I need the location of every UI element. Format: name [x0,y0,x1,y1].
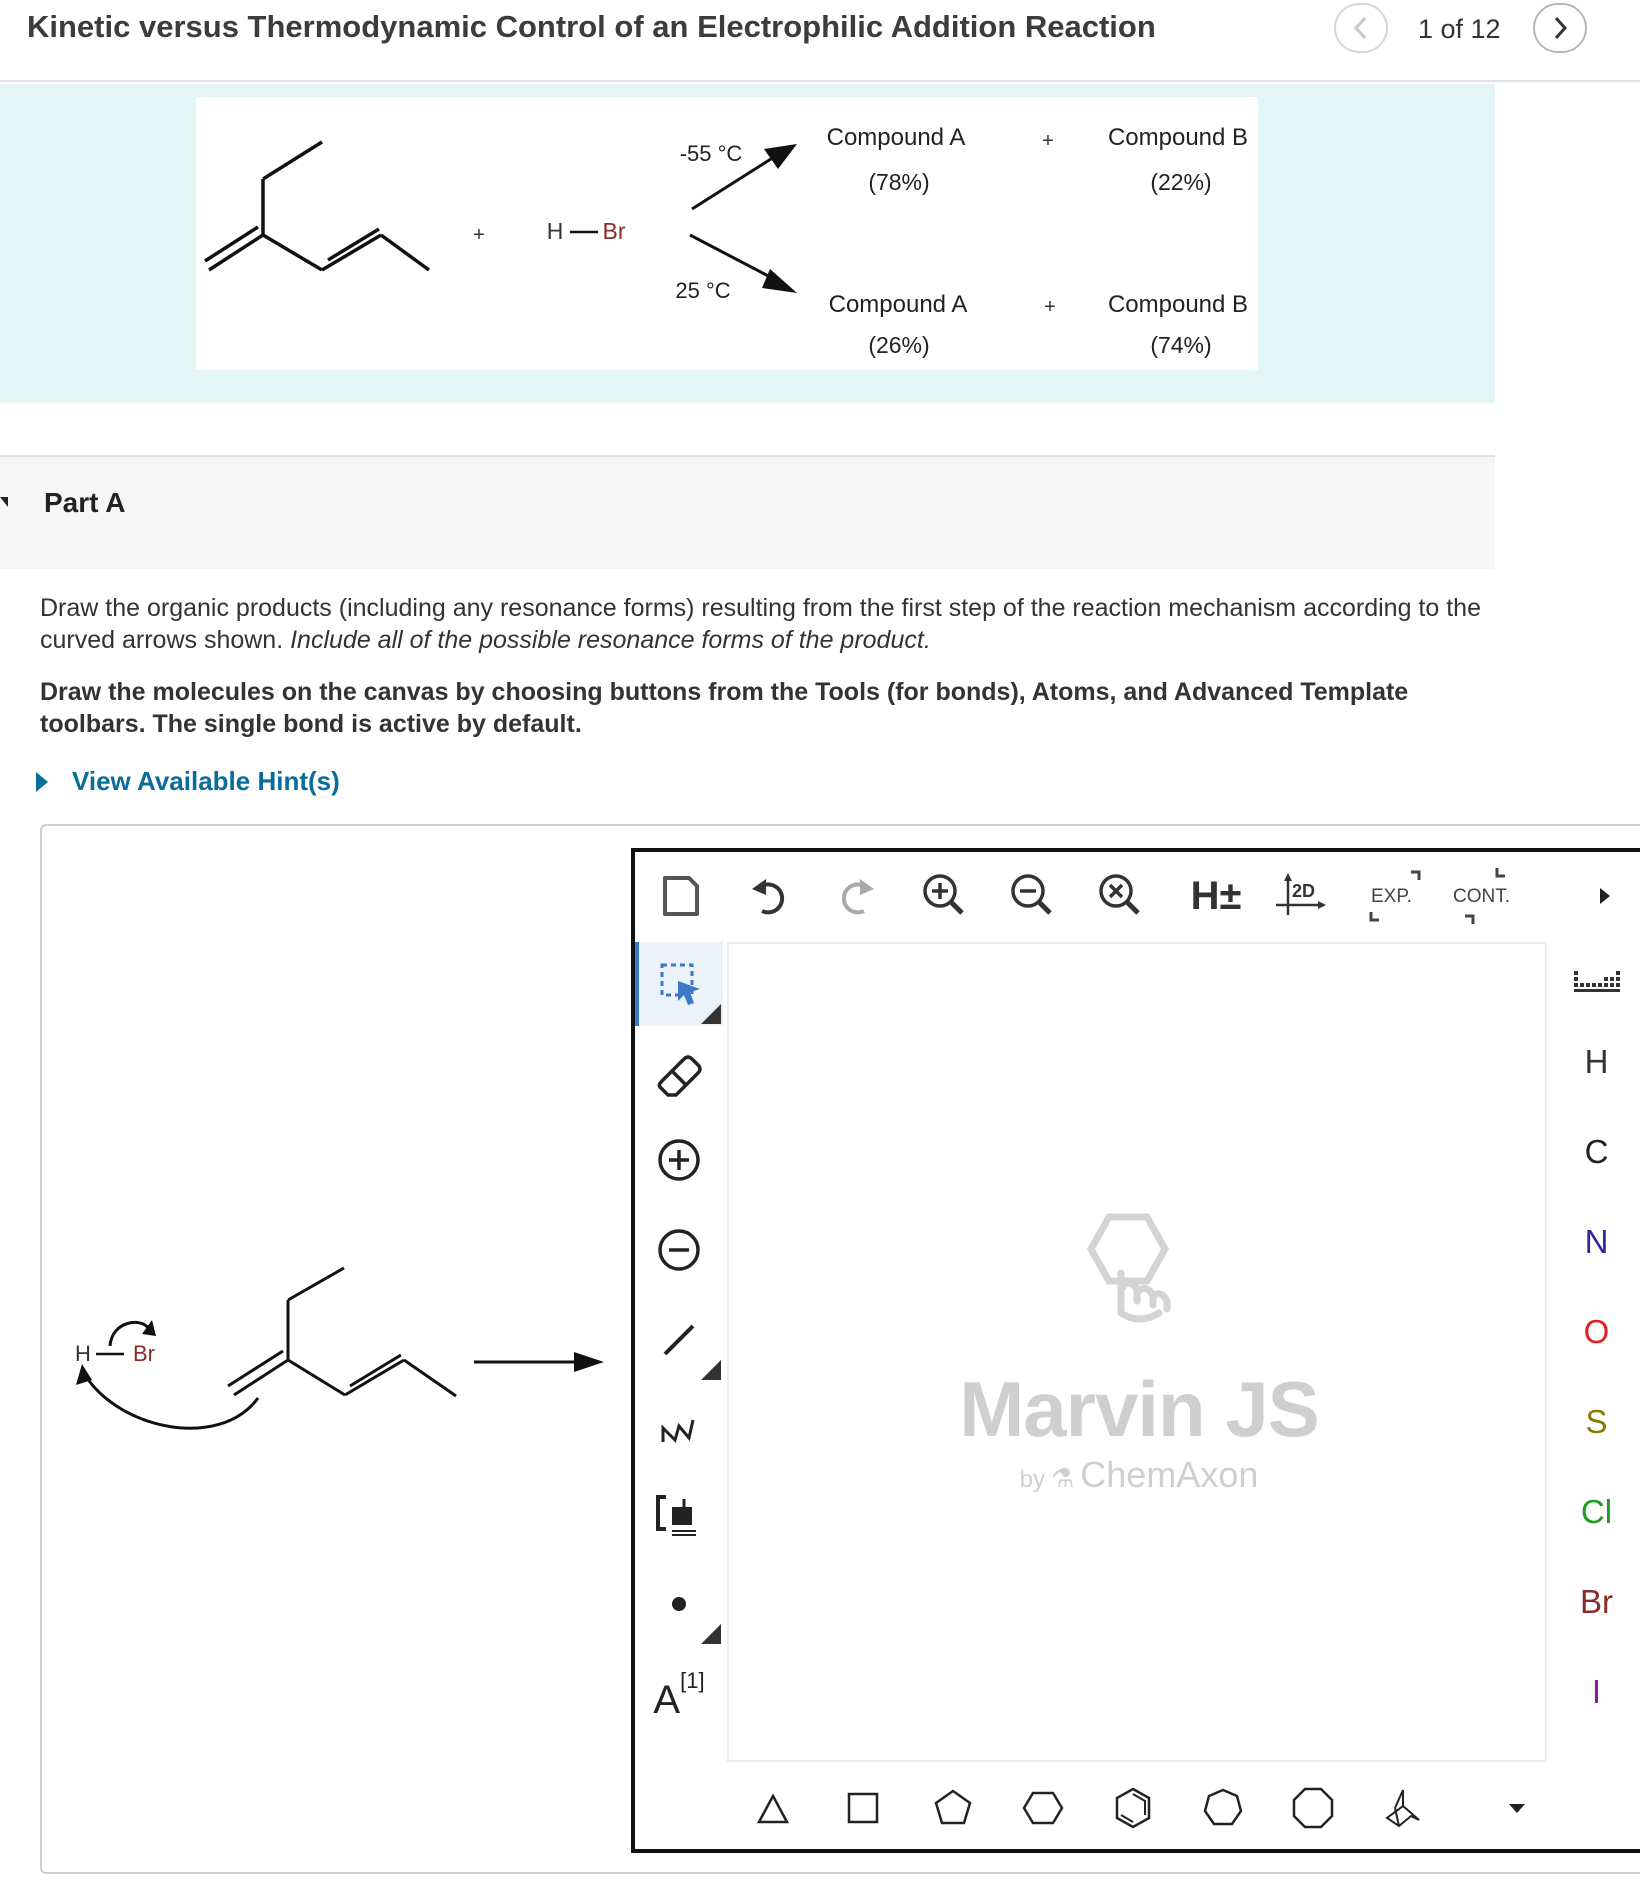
contract-group-icon [1447,866,1523,926]
eraser-icon [654,1049,704,1099]
instructions-emphasis: Include all of the possible resonance forms of the product. [290,626,931,654]
low-compound-a: Compound A [826,124,966,151]
periodic-table-button[interactable] [1547,942,1640,1022]
plus-sign: + [1042,130,1054,152]
instructions-toolbar-note: Draw the molecules on the canvas by choosing buttons from the Tools (for bonds), Atoms, and Advanced Template toolbars. The single bond is active by default. [40,678,1409,738]
top-toolbar [635,852,1640,942]
flask-icon: ⚗ [1050,1463,1075,1493]
more-templates-button[interactable] [1497,1776,1537,1840]
page-counter: 1 of 12 [1418,14,1501,44]
watermark-by: by [1019,1466,1045,1493]
mechanism-diagram [60,1240,620,1460]
low-compound-b: Compound B [1107,124,1249,151]
positive-charge-button[interactable] [635,1118,723,1202]
negative-charge-button[interactable] [635,1208,723,1292]
square-icon [843,1788,883,1828]
previous-button[interactable] [1334,3,1388,53]
atom-i-button[interactable]: I [1591,1673,1602,1710]
template-cyclopentane-button[interactable] [921,1776,985,1840]
page-title: Kinetic versus Thermodynamic Control of an Electrophilic Addition Reaction [27,9,1156,44]
watermark-brand-name: ChemAxon [1080,1454,1259,1495]
radical-button[interactable] [635,1562,723,1646]
clean-2d-button[interactable] [1271,866,1331,926]
high-compound-a: Compound A [828,291,968,318]
text-tool-superscript: [1] [680,1668,705,1693]
instructions-text: Draw the organic products (including any resonance forms) resulting from the first step of the reaction mechanism according to the curved arrows shown. [40,594,1481,654]
plus-sign: + [1044,296,1056,318]
template-benzene-button[interactable] [1101,1776,1165,1840]
caret-right-icon [36,772,48,792]
atom-c-button[interactable]: C [1584,1133,1609,1170]
heptagon-icon [1201,1786,1245,1830]
atoms-toolbar [1547,942,1640,1762]
submenu-indicator-icon [701,1360,721,1380]
undo-icon [746,873,792,919]
new-document-icon [659,872,703,920]
atom-o-button[interactable]: O [1583,1313,1610,1350]
single-bond-icon [655,1316,703,1364]
condition-high-temp: 25 °C [675,278,731,303]
pentagon-icon [932,1787,974,1829]
high-compound-b: Compound B [1107,291,1249,318]
hint-toggle[interactable] [36,766,340,797]
clean-2d-label: 2D [1292,881,1316,901]
bicyclic-icon [1381,1786,1425,1830]
caret-right-icon [1598,886,1612,906]
eraser-button[interactable] [635,1032,723,1116]
chain-button[interactable] [635,1388,723,1472]
marvin-editor[interactable] [631,848,1640,1853]
zoom-in-button[interactable] [915,866,975,926]
zoom-out-button[interactable] [1003,866,1063,926]
zoom-fit-button[interactable] [1091,866,1151,926]
arrow-down [690,235,776,280]
atom-n-button[interactable]: N [1584,1223,1609,1260]
part-title: Part A [44,487,126,518]
hexagon-icon [1021,1787,1065,1829]
single-bond-button[interactable] [635,1298,723,1382]
add-remove-hydrogens-button[interactable]: H± [1190,873,1242,918]
expand-group-button[interactable] [1361,866,1431,926]
text-tool-button[interactable] [635,1648,723,1732]
high-compound-b-pct: (74%) [1150,332,1212,358]
benzene-icon [1112,1786,1154,1830]
new-document-button[interactable] [651,866,711,926]
diene-structure [205,142,429,270]
reagent-br: Br [602,218,626,244]
minus-circle-icon [655,1226,703,1274]
expand-label: EXP. [1371,886,1412,907]
chemaxon-logo-icon [1069,1209,1189,1329]
low-compound-a-pct: (78%) [868,169,930,195]
watermark-brand [729,1454,1549,1496]
atom-cl-button[interactable]: Cl [1580,1493,1613,1530]
template-bicyclic-button[interactable] [1371,1776,1435,1840]
contract-label: CONT. [1453,886,1510,907]
watermark-title: Marvin JS [959,1365,1319,1453]
high-compound-a-pct: (26%) [868,332,930,358]
instructions [40,592,1510,656]
collapse-caret-icon[interactable] [0,497,8,507]
submenu-indicator-icon [701,1624,721,1644]
reaction-scheme [196,97,1258,370]
condition-low-temp: -55 °C [679,141,743,166]
clean-2d-icon [1274,871,1328,921]
redo-button[interactable] [827,866,887,926]
chevron-right-icon [1550,14,1570,42]
template-cyclopropane-button[interactable] [741,1776,805,1840]
bracket-icon [654,1489,704,1539]
triangle-icon [753,1788,793,1828]
more-tools-button[interactable] [1585,866,1625,926]
templates-toolbar [727,1762,1547,1852]
chain-icon [655,1406,703,1454]
zoom-in-icon [920,871,970,921]
contract-group-button[interactable] [1447,866,1523,926]
template-cycloheptane-button[interactable] [1191,1776,1255,1840]
reaction-panel [0,84,1495,403]
submenu-indicator-icon [701,1004,721,1024]
next-button[interactable] [1533,3,1587,53]
expand-group-icon [1361,866,1431,926]
low-compound-b-pct: (22%) [1150,169,1212,195]
atom-s-button[interactable]: S [1585,1403,1608,1440]
template-cyclooctane-button[interactable] [1281,1776,1345,1840]
part-header[interactable] [0,455,1495,569]
mech-h: H [75,1341,91,1366]
header [0,0,1640,82]
rectangle-select-icon [656,959,706,1009]
template-cyclohexane-button[interactable] [1011,1776,1075,1840]
reagent-h: H [546,218,564,244]
atom-h-button[interactable]: H [1584,1043,1609,1080]
marvin-watermark [729,944,1545,1760]
template-cyclobutane-button[interactable] [831,1776,895,1840]
mech-br: Br [133,1341,155,1366]
zoom-out-icon [1008,871,1058,921]
hint-label[interactable]: View Available Hint(s) [72,766,340,796]
periodic-table-icon [1572,967,1622,997]
text-tool-letter: A [653,1677,681,1722]
undo-button[interactable] [739,866,799,926]
octagon-icon [1290,1785,1336,1831]
redo-icon [834,873,880,919]
select-tool-button[interactable] [635,942,723,1026]
radical-dot-icon [664,1589,694,1619]
group-bracket-button[interactable] [635,1472,723,1556]
tools-toolbar [635,942,727,1762]
plus-circle-icon [655,1136,703,1184]
drawing-canvas[interactable] [727,942,1547,1762]
chevron-left-icon [1351,14,1371,42]
atom-br-button[interactable]: Br [1580,1583,1613,1620]
plus-sign: + [473,224,485,246]
caret-down-icon [1507,1801,1527,1815]
zoom-reset-icon [1096,871,1146,921]
